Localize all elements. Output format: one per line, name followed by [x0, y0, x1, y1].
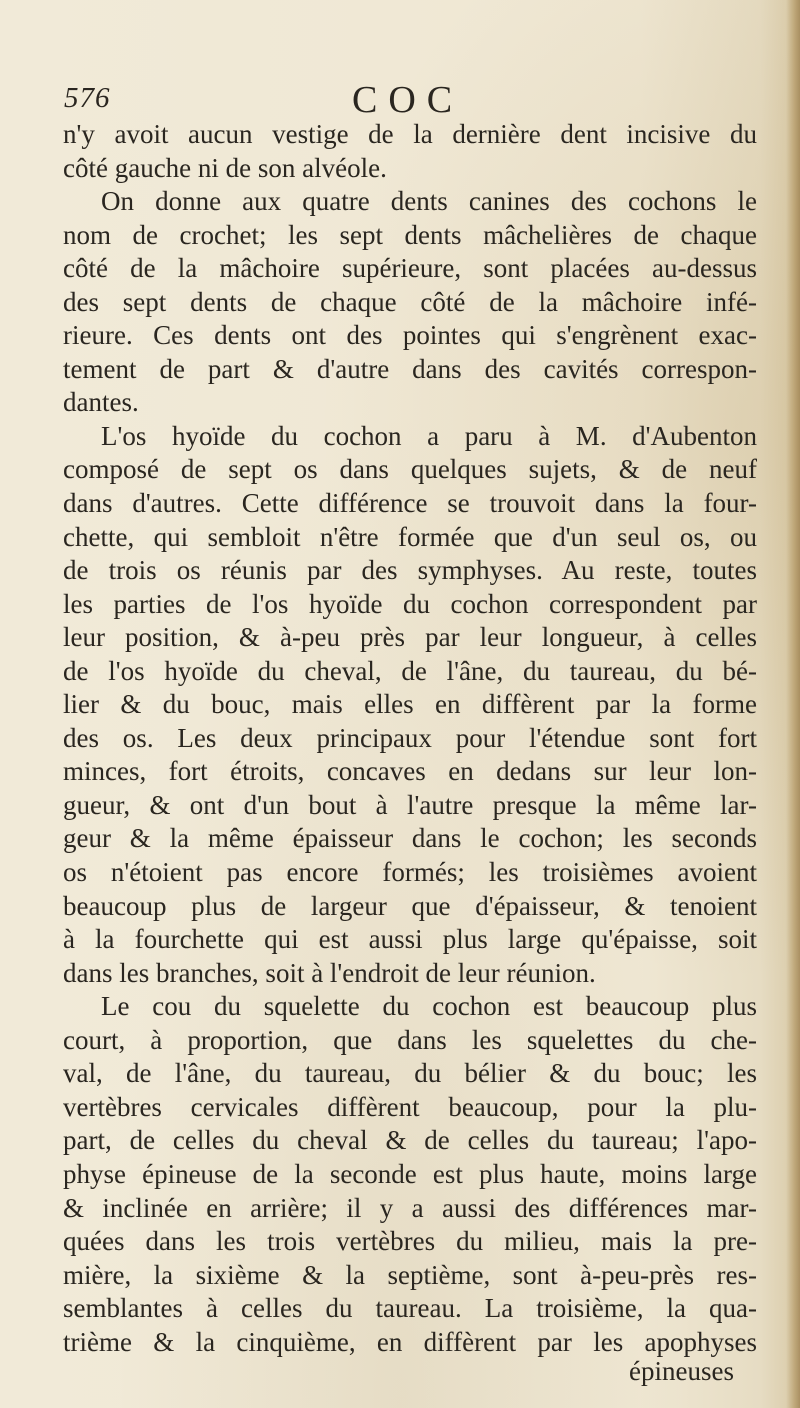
text-line: chette, qui sembloit n'être formée que d'un seul os, ou [63, 521, 757, 552]
text-line: à la fourchette qui est aussi plus large qu'épaisse, soit [63, 924, 757, 955]
text-line: tement de part & d'autre dans des cavités correspon- [63, 353, 757, 384]
page-number: 576 [64, 82, 111, 114]
text-line: court, à proportion, que dans les squelettes du che- [63, 1024, 757, 1055]
text-line: dantes. [63, 387, 139, 418]
text-line: leur position, & à-peu près par leur longueur, à celles [63, 622, 757, 653]
text-line: de trois os réunis par des symphyses. Au reste, toutes [63, 555, 757, 586]
text-line: côté de la mâchoire supérieure, sont placées au-dessus [63, 253, 757, 284]
text-line: dans les branches, soit à l'endroit de leur réunion. [63, 957, 596, 988]
paragraph-start-line: L'os hyoïde du cochon a paru à M. d'Aubenton [101, 420, 757, 451]
text-line: de l'os hyoïde du cheval, de l'âne, du taureau, du bé- [63, 655, 757, 686]
text-line: quées dans les trois vertèbres du milieu, mais la pre- [63, 1226, 757, 1257]
text-line: n'y avoit aucun vestige de la dernière dent incisive du [63, 119, 757, 149]
text-line: geur & la même épaisseur dans le cochon; les seconds [63, 823, 757, 854]
text-line: des os. Les deux principaux pour l'étendue sont fort [63, 722, 757, 753]
text-line: dans d'autres. Cette différence se trouvoit dans la four- [63, 488, 757, 519]
text-line: physe épineuse de la seconde est plus haute, moins large [63, 1158, 757, 1189]
paragraph-start-line: Le cou du squelette du cochon est beaucoup plus [101, 991, 757, 1022]
text-line: nom de crochet; les sept dents mâchelières de chaque [63, 219, 757, 250]
running-head: COC [352, 79, 464, 121]
text-line: trième & la cinquième, en diffèrent par les apophyses [63, 1326, 757, 1357]
text-line: minces, fort étroits, concaves en dedans sur leur lon- [63, 756, 757, 787]
text-line: os n'étoient pas encore formés; les troisièmes avoient [63, 857, 757, 888]
paragraph-start-line: On donne aux quatre dents canines des cochons le [101, 186, 757, 217]
text-line: lier & du bouc, mais elles en diffèrent par la forme [63, 689, 757, 720]
body-text [63, 118, 757, 1359]
text-line: mière, la sixième & la septième, sont à-peu-près res- [63, 1259, 757, 1290]
text-line: val, de l'âne, du taureau, du bélier & du bouc; les [63, 1058, 757, 1089]
text-line: des sept dents de chaque côté de la mâchoire infé- [63, 286, 757, 317]
page-edge-shadow [786, 0, 800, 1408]
text-line: composé de sept os dans quelques sujets, & de neuf [63, 454, 757, 485]
text-line: les parties de l'os hyoïde du cochon correspondent par [63, 588, 757, 619]
text-line: & inclinée en arrière; il y a aussi des différences mar- [63, 1192, 757, 1223]
text-line: semblantes à celles du taureau. La troisième, la qua- [63, 1293, 757, 1324]
text-line: rieure. Ces dents ont des pointes qui s'engrènent exac- [63, 320, 757, 351]
text-line: part, de celles du cheval & de celles du taureau; l'apo- [63, 1125, 757, 1156]
text-line: beaucoup plus de largeur que d'épaisseur, & tenoient [63, 890, 757, 921]
text-line: côté gauche ni de son alvéole. [63, 152, 387, 183]
text-line: vertèbres cervicales diffèrent beaucoup, pour la plu- [63, 1091, 757, 1122]
text-line: gueur, & ont d'un bout à l'autre presque la même lar- [63, 789, 757, 820]
catchword: épineuses [629, 1356, 734, 1386]
